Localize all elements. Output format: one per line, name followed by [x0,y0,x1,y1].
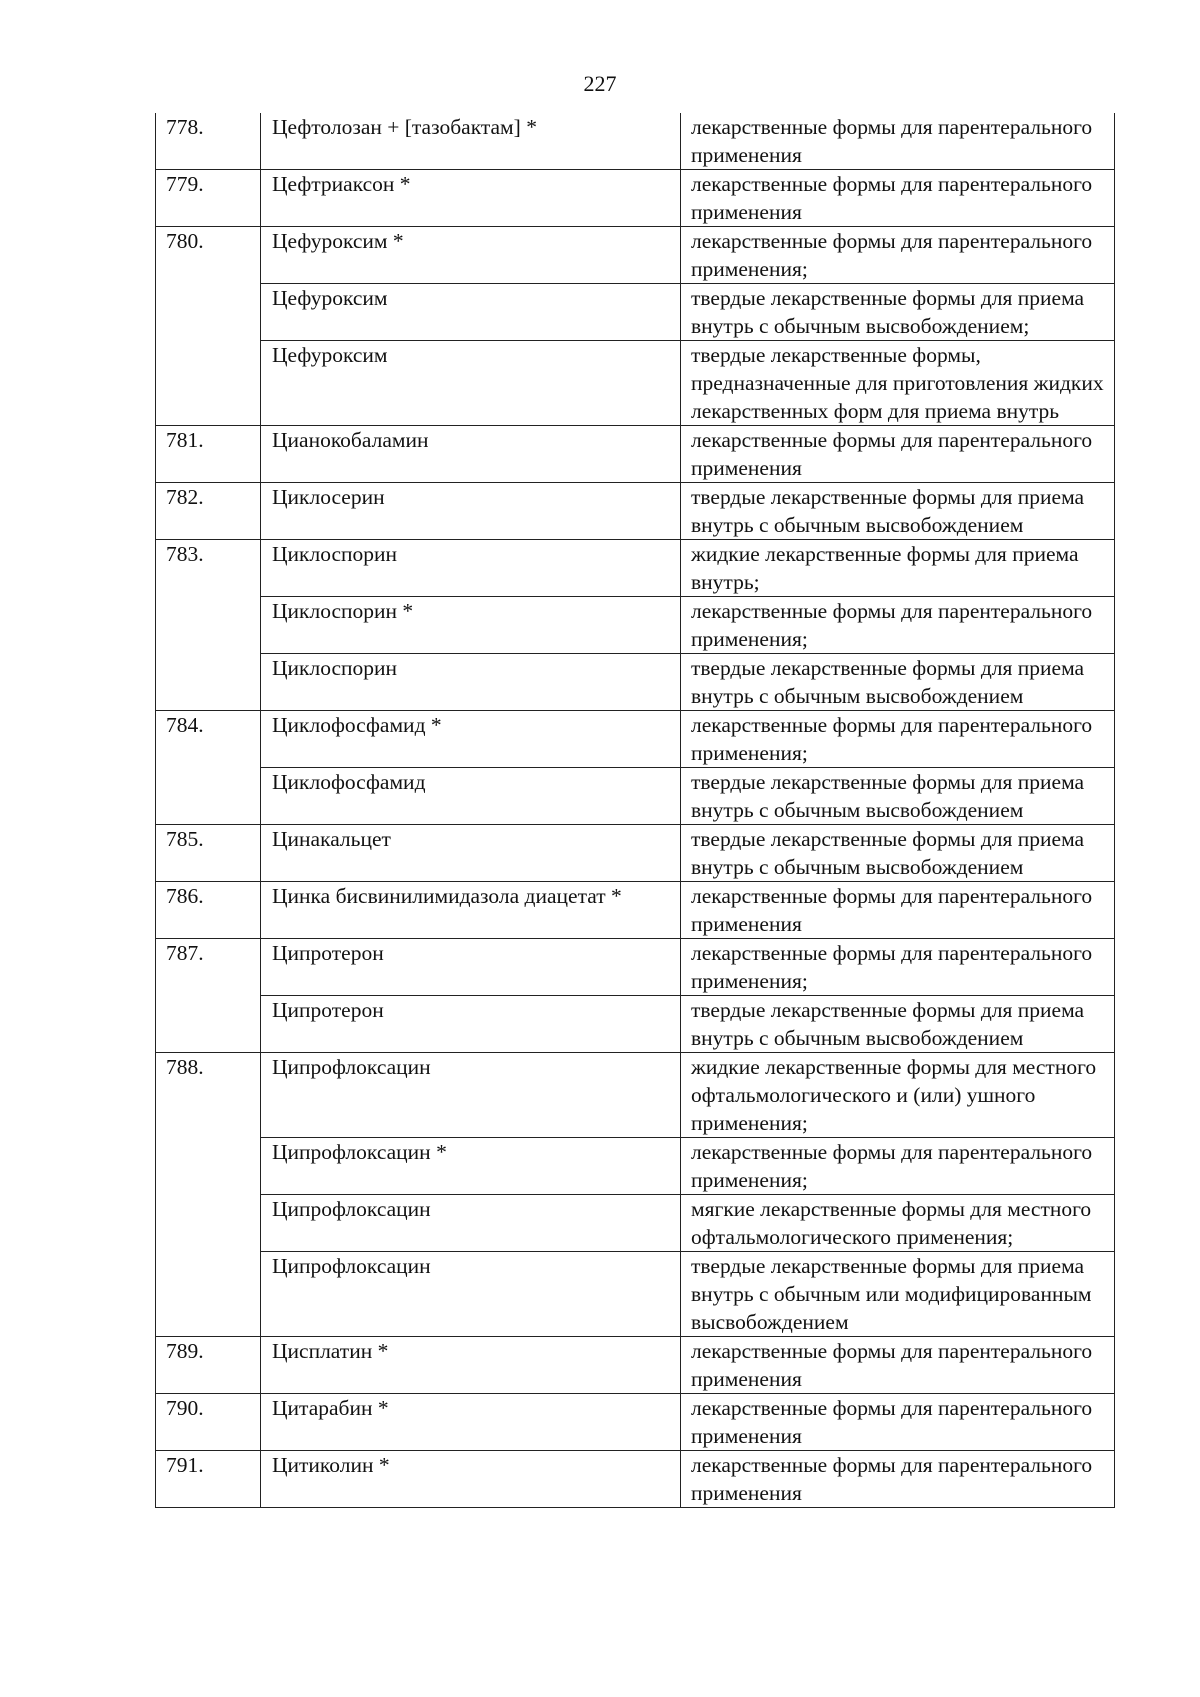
dosage-form: твердые лекарственные формы для приема внутрь с обычным высвобождением [681,996,1115,1053]
drug-name: Ципротерон [261,996,681,1053]
dosage-form: лекарственные формы для парентерального применения; [681,1138,1115,1195]
table-row [156,1053,1115,1138]
drug-name: Циклофосфамид [261,768,681,825]
entry-number: 791. [156,1451,261,1508]
dosage-form: твердые лекарственные формы для приема внутрь с обычным высвобождением [681,654,1115,711]
dosage-form: лекарственные формы для парентерального применения; [681,939,1115,996]
dosage-form: жидкие лекарственные формы для приема внутрь; [681,540,1115,597]
drug-name: Ципрофлоксацин [261,1195,681,1252]
dosage-form: лекарственные формы для парентерального применения [681,1337,1115,1394]
drug-name: Цианокобаламин [261,426,681,483]
drug-name: Цефуроксим [261,284,681,341]
drug-name: Цефуроксим [261,341,681,426]
table-row [156,113,1115,170]
drug-name: Ципрофлоксацин * [261,1138,681,1195]
table-row [156,996,1115,1053]
drug-name: Цитарабин * [261,1394,681,1451]
dosage-form: твердые лекарственные формы для приема внутрь с обычным высвобождением [681,483,1115,540]
dosage-form: лекарственные формы для парентерального применения; [681,597,1115,654]
entry-number: 782. [156,483,261,540]
entry-number: 790. [156,1394,261,1451]
table-row [156,597,1115,654]
entry-number: 778. [156,113,261,170]
table-row [156,341,1115,426]
dosage-form: лекарственные формы для парентерального применения [681,170,1115,227]
dosage-form: лекарственные формы для парентерального применения [681,1451,1115,1508]
drug-name: Ципротерон [261,939,681,996]
drug-name: Циклофосфамид * [261,711,681,768]
drug-name: Цефтриаксон * [261,170,681,227]
page-number: 227 [583,71,617,96]
dosage-form: лекарственные формы для парентерального применения; [681,227,1115,284]
entry-number: 786. [156,882,261,939]
dosage-form: лекарственные формы для парентерального применения [681,113,1115,170]
table-row [156,654,1115,711]
drug-name: Цинка бисвинилимидазола диацетат * [261,882,681,939]
entry-number: 788. [156,1053,261,1337]
drug-name: Циклоспорин * [261,597,681,654]
dosage-form: твердые лекарственные формы для приема внутрь с обычным высвобождением [681,825,1115,882]
table-row [156,540,1115,597]
table-row [156,426,1115,483]
table-row [156,1451,1115,1508]
table-row [156,939,1115,996]
entry-number: 785. [156,825,261,882]
dosage-form: лекарственные формы для парентерального применения [681,882,1115,939]
table-row [156,882,1115,939]
table-row [156,1138,1115,1195]
drug-name: Цефтолозан + [тазобактам] * [261,113,681,170]
drug-name: Цисплатин * [261,1337,681,1394]
table-row [156,227,1115,284]
drug-name: Циклосерин [261,483,681,540]
drug-name: Циклоспорин [261,654,681,711]
drug-name: Цефуроксим * [261,227,681,284]
table-row [156,1195,1115,1252]
entry-number: 780. [156,227,261,426]
drug-name: Циклоспорин [261,540,681,597]
entry-number: 789. [156,1337,261,1394]
dosage-form: твердые лекарственные формы для приема внутрь с обычным или модифицированным высвобождением [681,1252,1115,1337]
drug-name: Цинакальцет [261,825,681,882]
entry-number: 787. [156,939,261,1053]
drug-name: Ципрофлоксацин [261,1252,681,1337]
table-row [156,1252,1115,1337]
dosage-form: лекарственные формы для парентерального применения; [681,711,1115,768]
entry-number: 783. [156,540,261,711]
table-row [156,825,1115,882]
dosage-form: твердые лекарственные формы, предназначенные для приготовления жидких лекарственных форм для приема внутрь [681,341,1115,426]
entry-number: 781. [156,426,261,483]
drug-name: Цитиколин * [261,1451,681,1508]
table-row [156,483,1115,540]
table-row [156,1394,1115,1451]
entry-number: 779. [156,170,261,227]
drug-table [155,113,1115,1508]
dosage-form: твердые лекарственные формы для приема внутрь с обычным высвобождением; [681,284,1115,341]
table-row [156,768,1115,825]
drug-table-body [156,113,1115,1508]
dosage-form: лекарственные формы для парентерального применения [681,1394,1115,1451]
table-row [156,1337,1115,1394]
table-row [156,711,1115,768]
dosage-form: мягкие лекарственные формы для местного офтальмологического применения; [681,1195,1115,1252]
dosage-form: твердые лекарственные формы для приема внутрь с обычным высвобождением [681,768,1115,825]
table-row [156,284,1115,341]
dosage-form: жидкие лекарственные формы для местного офтальмологического и (или) ушного применения; [681,1053,1115,1138]
drug-name: Ципрофлоксацин [261,1053,681,1138]
entry-number: 784. [156,711,261,825]
dosage-form: лекарственные формы для парентерального применения [681,426,1115,483]
table-row [156,170,1115,227]
